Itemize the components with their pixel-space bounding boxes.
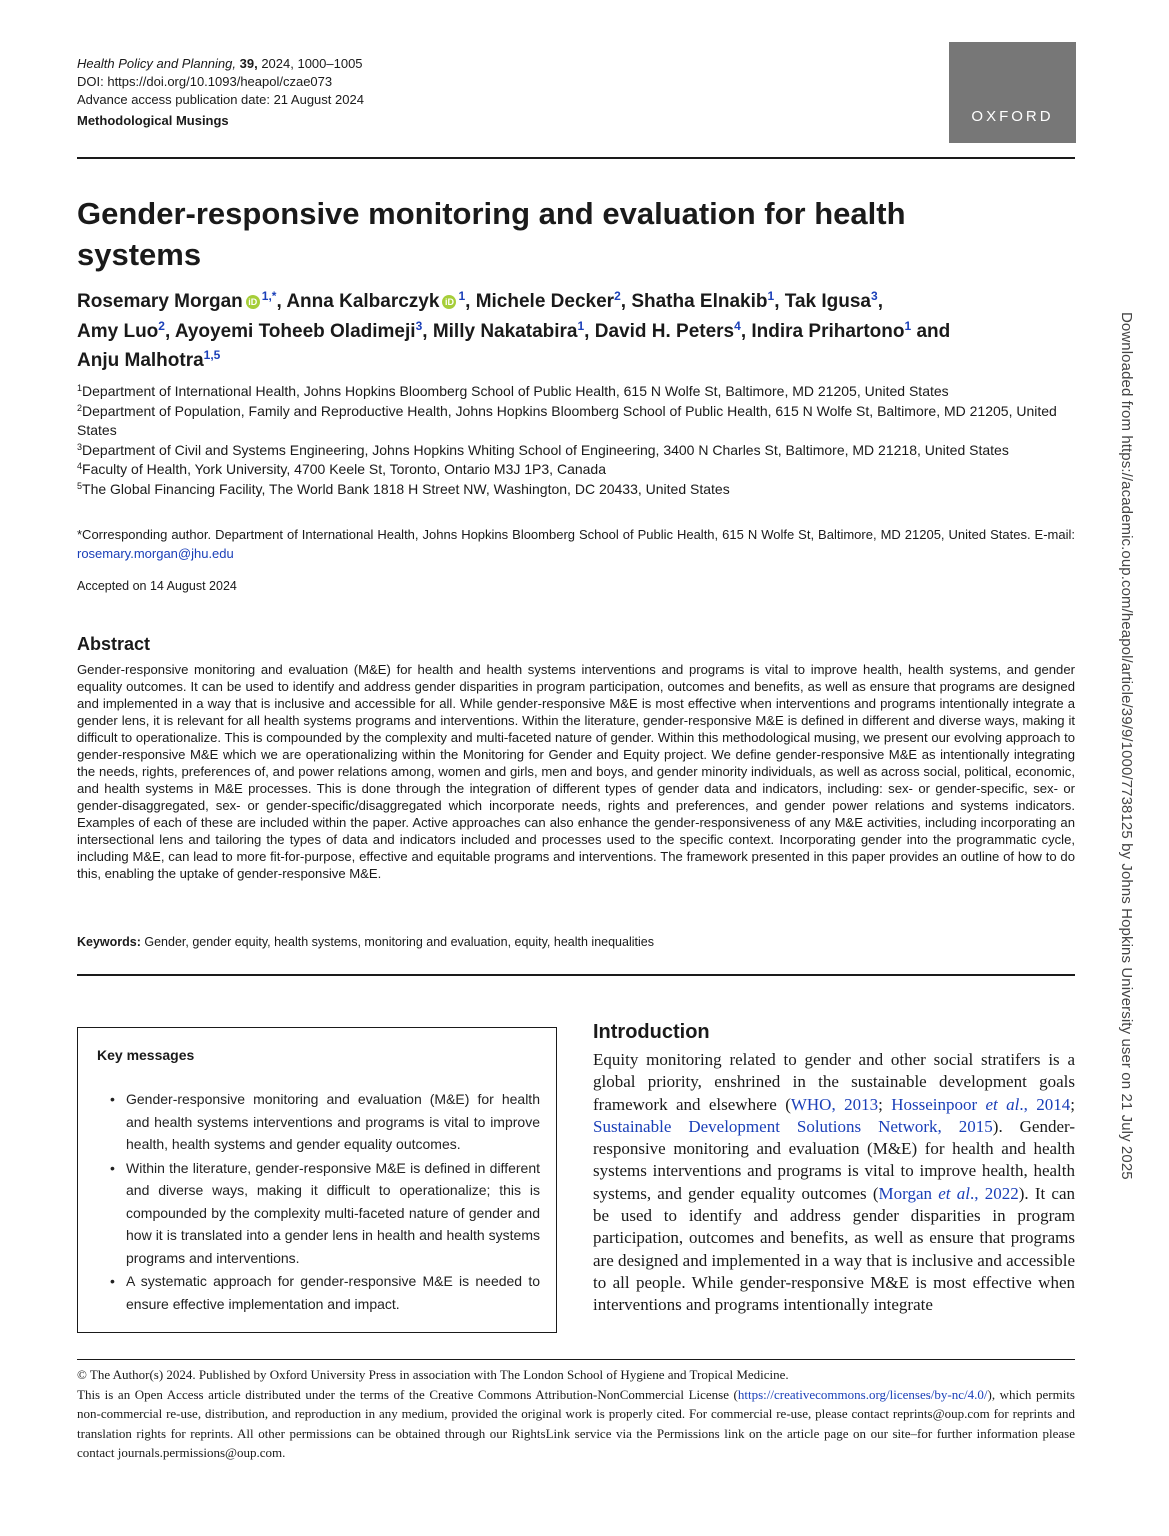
key-messages-title: Key messages bbox=[97, 1047, 195, 1063]
abstract-heading: Abstract bbox=[77, 634, 151, 654]
journal-volume: 39, bbox=[239, 56, 258, 71]
abstract-text: Gender-responsive monitoring and evaluation (M&E) for health and health systems interventions and programs is vital to improve health, health systems, and gender equality outcomes. It can be used to identify and address gender disparities in program participation, outcomes and benefits, as well as ensure that programs are designed and implemented in a way that is inclusive and accessible for all. While gender-responsive M&E is most effective when interventions and programs intentionally integrate a gender lens, it is relevant for all health systems programs and interventions. Within the literature, gender-responsive M&E is defined in different and diverse ways, making it difficult to operationalize. This is compounded by the complexity and multi-faceted nature of gender. Within this methodological musing, we present our evolving approach to gender-responsive M&E which we are operationalizing within the Monitoring for Gender and Equity project. We define gender-responsive M&E as intentionally integrating the needs, rights, preferences of, and power relations among, women and girls, men and boys, and gender minority individuals, as well as across social, political, economic, and health systems in M&E processes. This is done through the integration of different types of gender data and indicators, including: sex- or gender-specific, sex- or gender-disaggregated, sex- or gender-specific/disaggregated which incorporate needs, rights and preferences, and gender power relations and systems indicators. Examples of each of these are included within the paper. Active approaches can also enhance the gender-responsiveness of any M&E activities, including incorporating an intersectional lens and tailoring the types of data and indicators included and processes used to the specific context. Incorporating gender into the programmatic cycle, including M&E, can lead to more fit-for-purpose, effective and equitable programs and interventions. The framework presented in this paper provides an outline of how to do this, enabling the uptake of gender-responsive M&E. bbox=[77, 662, 1075, 881]
journal-meta bbox=[77, 55, 364, 130]
introduction-text bbox=[593, 1049, 1075, 1317]
license-footer bbox=[77, 1365, 1075, 1463]
author-name[interactable]: Milly Nakatabira bbox=[432, 320, 578, 342]
orcid-icon[interactable]: iD bbox=[246, 295, 260, 309]
author-name[interactable]: Shatha Elnakib bbox=[631, 291, 768, 312]
affiliation-text: Department of Population, Family and Reproductive Health, Johns Hopkins Bloomberg School of Public Health, 615 N Wolfe St, Baltimore, MD 21205, United States bbox=[77, 402, 1057, 438]
corresponding-email-link[interactable]: rosemary.morgan@jhu.edu bbox=[77, 546, 234, 561]
ref-hosseinpoor-2014[interactable] bbox=[891, 1095, 1070, 1114]
author-affiliation-marker[interactable]: 1,5 bbox=[203, 348, 221, 362]
ref-etal: et al bbox=[938, 1183, 970, 1203]
author-name[interactable]: Anju Malhotra bbox=[77, 350, 204, 371]
affiliation-number: 3 bbox=[77, 441, 83, 452]
key-messages-list bbox=[106, 1088, 540, 1316]
author-affiliation-marker[interactable]: 1 bbox=[577, 318, 585, 333]
keywords-list: Gender, gender equity, health systems, monitoring and evaluation, equity, health inequalities bbox=[140, 935, 654, 949]
corresponding-author bbox=[77, 525, 1075, 563]
header-rule bbox=[77, 157, 1075, 159]
journal-name: Health Policy and Planning, bbox=[77, 56, 236, 71]
author-conjunction: and bbox=[916, 320, 951, 342]
introduction-heading: Introduction bbox=[593, 1021, 710, 1043]
download-note: Downloaded from https://academic.oup.com/heapol/article/39/9/1000/7738125 by Johns Hopkins University user on 21 July 2025 bbox=[1118, 312, 1135, 1180]
citation-line bbox=[77, 55, 364, 73]
author-affiliation-marker[interactable]: 3 bbox=[415, 318, 423, 333]
abstract-rule bbox=[77, 974, 1075, 976]
affiliation-item bbox=[77, 441, 1077, 461]
keywords bbox=[77, 934, 1075, 951]
ref-sdsn-2015[interactable]: Sustainable Development Solutions Network, 2015 bbox=[593, 1116, 993, 1136]
author-affiliation-marker[interactable]: 1 bbox=[904, 318, 912, 333]
author-affiliation-marker[interactable]: 1 bbox=[767, 289, 775, 303]
ref-separator: ; bbox=[878, 1094, 892, 1114]
affiliation-item bbox=[77, 382, 1077, 402]
affiliation-number: 5 bbox=[77, 480, 83, 491]
article-title: Gender-responsive monitoring and evaluation for health systems bbox=[77, 196, 906, 272]
key-message-item: • A systematic approach for gender-responsive M&E is needed to ensure effective implementation and impact. bbox=[106, 1270, 540, 1315]
affiliations bbox=[77, 382, 1077, 499]
oxford-logo[interactable] bbox=[949, 42, 1076, 143]
author-name[interactable]: Ayoyemi Toheeb Oladimeji bbox=[174, 320, 416, 342]
ref-year: ., 2022 bbox=[969, 1183, 1019, 1203]
accepted-date: Accepted on 14 August 2024 bbox=[77, 579, 237, 593]
license-text-part: ), which permits non-commercial re-use, distribution, and reproduction in any medium, provided the original work is properly cited. For commercial re-use, please contact reprints@oup.com for reprints and translation rights for reprints. All other permissions can be obtained through our RightsLink service via the Permissions link on the article page on our site–for further information please contact journals.permissions@oup.com. bbox=[77, 1386, 1075, 1460]
affiliation-item bbox=[77, 402, 1077, 441]
orcid-icon[interactable]: iD bbox=[442, 295, 456, 309]
copyright-line: © The Author(s) 2024. Published by Oxford University Press in association with The London School of Hygiene and Tropical Medicine. bbox=[77, 1367, 789, 1382]
author-name[interactable]: Indira Prihartono bbox=[751, 320, 905, 342]
license-link[interactable]: https://creativecommons.org/licenses/by-nc/4.0/ bbox=[737, 1386, 988, 1402]
advance-access-date: Advance access publication date: 21 August 2024 bbox=[77, 92, 364, 107]
affiliation-number: 4 bbox=[77, 461, 83, 471]
intro-text-part: ). Gender-responsive monitoring and evaluation (M&E) for health and health systems interventions and programs is vital to improve health, health systems, and gender equality outcomes ( bbox=[593, 1116, 1076, 1203]
affiliation-item bbox=[77, 460, 1077, 480]
oxford-logo-text: OXFORD bbox=[971, 108, 1054, 125]
affiliation-number: 2 bbox=[77, 402, 83, 413]
affiliation-text: Department of International Health, Johns Hopkins Bloomberg School of Public Health, 615 N Wolfe St, Baltimore, MD 21205, United States bbox=[82, 383, 949, 399]
license-text bbox=[77, 1385, 1075, 1463]
author-list: Rosemary Morgan iD $^{1,*}$, Anna Kalbarczyk iD $^1$, Michele Decker$^2$, Shatha Elnakib$^1$, Tak Igusa$^3$, Amy Luo$^2$, Ayoyemi Toheeb Oladimeji$^3$, Milly Nakatabira$^1$, David H. Peters$^4$, Indira Prihartono$^1$ and Anju Malhotra$^{1,5}$ bbox=[77, 289, 951, 371]
affiliation-number: 1 bbox=[77, 383, 83, 393]
key-messages-box bbox=[77, 1027, 557, 1333]
author-affiliation-marker[interactable]: 1,* bbox=[261, 289, 277, 303]
corresponding-text: *Corresponding author. Department of International Health, Johns Hopkins Bloomberg School of Public Health, 615 N Wolfe St, Baltimore, MD 21205, United States. E-mail: bbox=[77, 527, 1075, 542]
author-affiliation-marker[interactable]: 2 bbox=[614, 289, 621, 303]
affiliation-text: Faculty of Health, York University, 4700 Keele St, Toronto, Ontario M3J 1P3, Canada bbox=[82, 461, 607, 477]
intro-text-part: ). It can be used to identify and address gender disparities in program participation, outcomes and benefits, as well as ensure that programs are designed and implemented in a way that is inclusive and accessible to all people. While gender-responsive M&E is most effective when interventions and programs intentionally integrate bbox=[593, 1183, 1076, 1315]
author-name[interactable]: Amy Luo bbox=[77, 320, 159, 342]
ref-who-2013[interactable]: WHO, 2013 bbox=[790, 1094, 879, 1114]
key-message-item: • Within the literature, gender-responsive M&E is defined in different and diverse ways, making it difficult to operationalize; this is compounded by the complexity multi-faceted nature of gender and how it is translated into a gender lens in health and health systems programs and interventions. bbox=[106, 1157, 540, 1270]
key-message-item: • Gender-responsive monitoring and evaluation (M&E) for health and health systems interventions and programs is vital to improve health, health systems and gender equality outcomes. bbox=[106, 1088, 540, 1156]
ref-etal: et al bbox=[985, 1094, 1020, 1114]
ref-author: Hosseinpoor bbox=[891, 1094, 986, 1114]
author-name[interactable]: David H. Peters bbox=[594, 320, 735, 342]
author-affiliation-marker[interactable]: 4 bbox=[734, 318, 741, 333]
author-affiliation-marker[interactable]: 2 bbox=[158, 318, 165, 333]
author-name[interactable]: Michele Decker bbox=[475, 291, 615, 312]
author-name[interactable]: Tak Igusa bbox=[784, 291, 871, 312]
section-label: Methodological Musings bbox=[77, 113, 229, 128]
author-name[interactable]: Anna Kalbarczyk bbox=[286, 291, 440, 312]
journal-year-pages: 2024, 1000–1005 bbox=[257, 56, 363, 71]
keywords-label: Keywords: bbox=[77, 935, 141, 949]
affiliation-text: The Global Financing Facility, The World Bank 1818 H Street NW, Washington, DC 20433, United States bbox=[82, 480, 730, 497]
intro-text-part: Equity monitoring related to gender and other social stratifers is a global priority, enshrined in the sustainable development goals framework and elsewhere ( bbox=[593, 1050, 1075, 1114]
author-affiliation-marker[interactable]: 3 bbox=[871, 289, 878, 303]
ref-separator: ; bbox=[1070, 1094, 1075, 1114]
footer-rule bbox=[77, 1359, 1075, 1360]
author-affiliation-marker[interactable]: 1 bbox=[458, 289, 466, 303]
affiliation-text: Department of Civil and Systems Engineering, Johns Hopkins Whiting School of Engineering, 3400 N Charles St, Baltimore, MD 21218, United States bbox=[82, 441, 1009, 458]
ref-year: ., 2014 bbox=[1019, 1094, 1071, 1114]
ref-author: Morgan bbox=[878, 1183, 939, 1203]
author-name[interactable]: Rosemary Morgan bbox=[77, 291, 243, 312]
doi[interactable]: DOI: https://doi.org/10.1093/heapol/czae073 bbox=[77, 74, 333, 89]
affiliation-item bbox=[77, 480, 1077, 500]
ref-morgan-2022[interactable] bbox=[879, 1184, 1019, 1203]
license-text-part: This is an Open Access article distributed under the terms of the Creative Commons Attribution-NonCommercial License ( bbox=[77, 1386, 738, 1402]
